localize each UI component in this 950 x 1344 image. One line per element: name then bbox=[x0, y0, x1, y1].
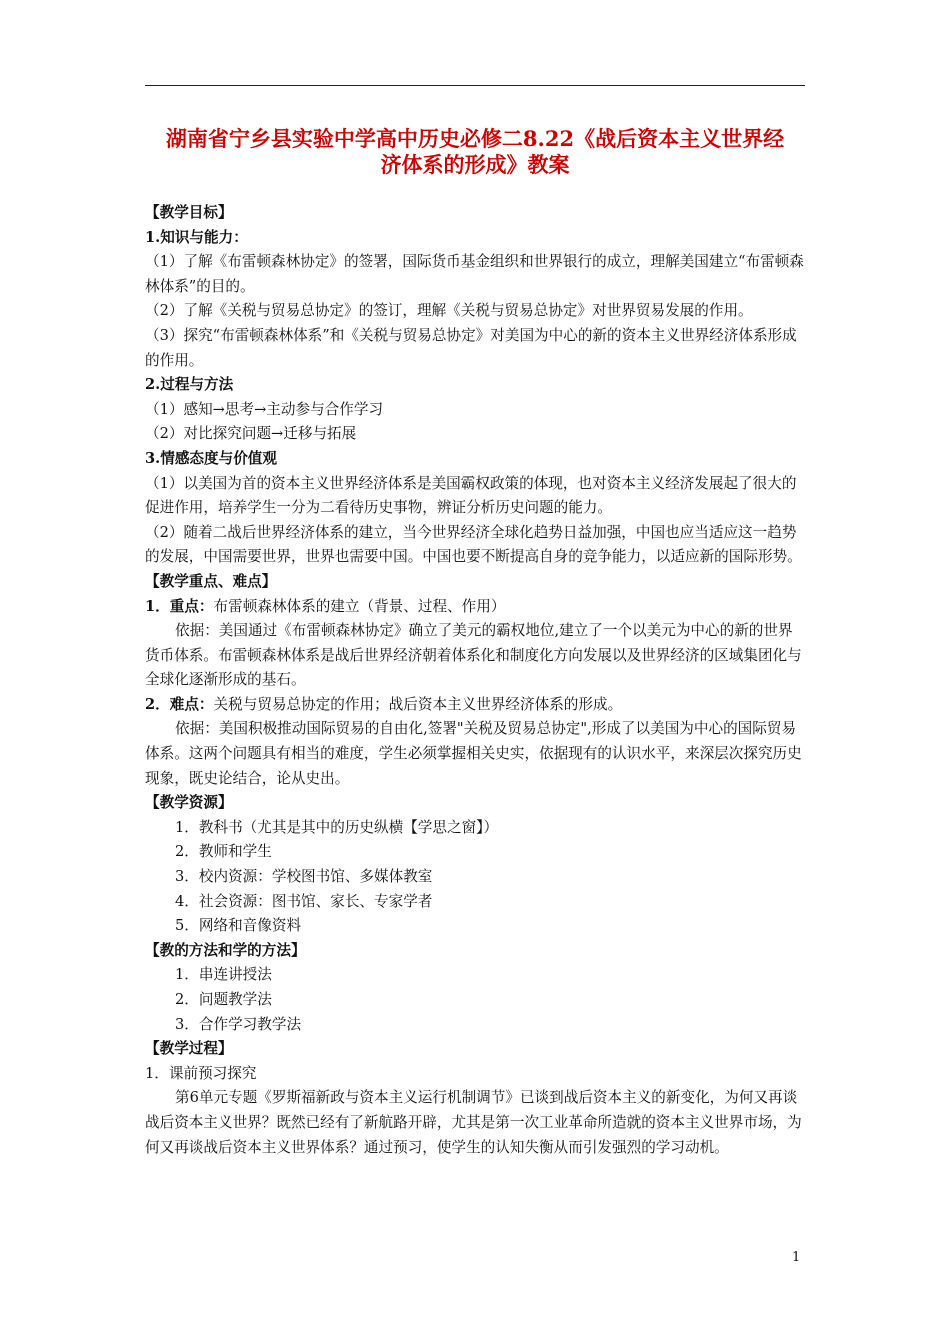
list-item: 2．教师和学生 bbox=[175, 843, 272, 861]
list-item: 3．合作学习教学法 bbox=[175, 1015, 302, 1033]
focus-point-line bbox=[145, 595, 805, 620]
title-line-2: 济体系的形成》教案 bbox=[380, 152, 570, 177]
objective-paragraph: （2）随着二战后世界经济体系的建立，当今世界经济全球化趋势日益加强，中国也应当适应这一趋势的发展，中国需要世界，世界也需要中国。中国也要不断提高自身的竞争能力，以适应新的国际形势。 bbox=[145, 523, 802, 566]
page-number: 1 bbox=[792, 1250, 801, 1265]
document-title bbox=[145, 126, 805, 178]
list-item: 2．问题教学法 bbox=[175, 991, 272, 1008]
objective-paragraph: （3）探究“布雷顿森林体系”和《关税与贸易总协定》对美国为中心的新的资本主义世界经济体系形成的作用。 bbox=[145, 326, 797, 369]
difficulty-point-line bbox=[145, 693, 805, 718]
list-item: 5．网络和音像资料 bbox=[175, 917, 302, 935]
difficulty-basis: 依据：美国积极推动国际贸易的自由化,签署"关税及贸易总协定",形成了以美国为中心的国际贸易体系。这两个问题具有相当的难度，学生必须掌握相关史实，依据现有的认识水平，来深层次探究历史现象，既史论结合，论从史出。 bbox=[145, 720, 802, 787]
difficulty-label: 2．难点： bbox=[145, 695, 214, 713]
list-item: 3．校内资源：学校图书馆、多媒体教室 bbox=[175, 868, 433, 886]
subheading-knowledge: 1.知识与能力： bbox=[145, 228, 248, 246]
section-heading-resources: 【教学资源】 bbox=[145, 794, 233, 812]
section-heading-focus: 【教学重点、难点】 bbox=[145, 572, 277, 590]
subheading-process: 2.过程与方法 bbox=[145, 376, 234, 394]
focus-label: 1．重点： bbox=[145, 597, 214, 615]
objective-paragraph: （1）感知→思考→主动参与合作学习 bbox=[145, 400, 384, 418]
section-heading-objectives: 【教学目标】 bbox=[145, 204, 233, 221]
document-body bbox=[145, 201, 805, 1160]
focus-basis: 依据：美国通过《布雷顿森林协定》确立了美元的霸权地位,建立了一个以美元为中心的新的世界货币体系。布雷顿森林体系是战后世界经济朝着体系化和制度化方向发展以及世界经济的区域集团化与全球化逐渐形成的基石。 bbox=[145, 622, 802, 689]
process-step-text: 第6单元专题《罗斯福新政与资本主义运行机制调节》已谈到战后资本主义的新变化，为何又再谈战后资本主义世界？既然已经有了新航路开辟，尤其是第一次工业革命所造就的资本主义世界市场，为何又再谈战后资本主义世界体系？通过预习，使学生的认知失衡从而引发强烈的学习动机。 bbox=[145, 1089, 802, 1156]
section-heading-process: 【教学过程】 bbox=[145, 1040, 233, 1058]
objective-paragraph: （1）以美国为首的资本主义世界经济体系是美国霸权政策的体现，也对资本主义经济发展起了很大的促进作用，培养学生一分为二看待历史事物，辨证分析历史问题的能力。 bbox=[145, 474, 797, 517]
section-heading-methods: 【教的方法和学的方法】 bbox=[145, 941, 306, 959]
focus-text: 布雷顿森林体系的建立（背景、过程、作用） bbox=[213, 597, 506, 615]
list-item: 4．社会资源：图书馆、家长、专家学者 bbox=[175, 892, 433, 910]
list-item: 1．串连讲授法 bbox=[175, 966, 272, 984]
objective-paragraph: （2）对比探究问题→迁移与拓展 bbox=[145, 425, 357, 443]
header-rule bbox=[145, 85, 805, 86]
title-line-1: 湖南省宁乡县实验中学高中历史必修二8.22《战后资本主义世界经 bbox=[165, 126, 785, 151]
subheading-attitude: 3.情感态度与价值观 bbox=[145, 449, 277, 467]
difficulty-text: 关税与贸易总协定的作用；战后资本主义世界经济体系的形成。 bbox=[213, 695, 623, 713]
process-step-heading: 1．课前预习探究 bbox=[145, 1064, 257, 1082]
objective-paragraph: （1）了解《布雷顿森林协定》的签署，国际货币基金组织和世界银行的成立，理解美国建立“布雷顿森林体系”的目的。 bbox=[145, 253, 804, 295]
list-item: 1．教科书（尤其是其中的历史纵横【学思之窗】） bbox=[175, 818, 499, 836]
objective-paragraph: （2）了解《关税与贸易总协定》的签订，理解《关税与贸易总协定》对世界贸易发展的作用。 bbox=[145, 302, 753, 320]
